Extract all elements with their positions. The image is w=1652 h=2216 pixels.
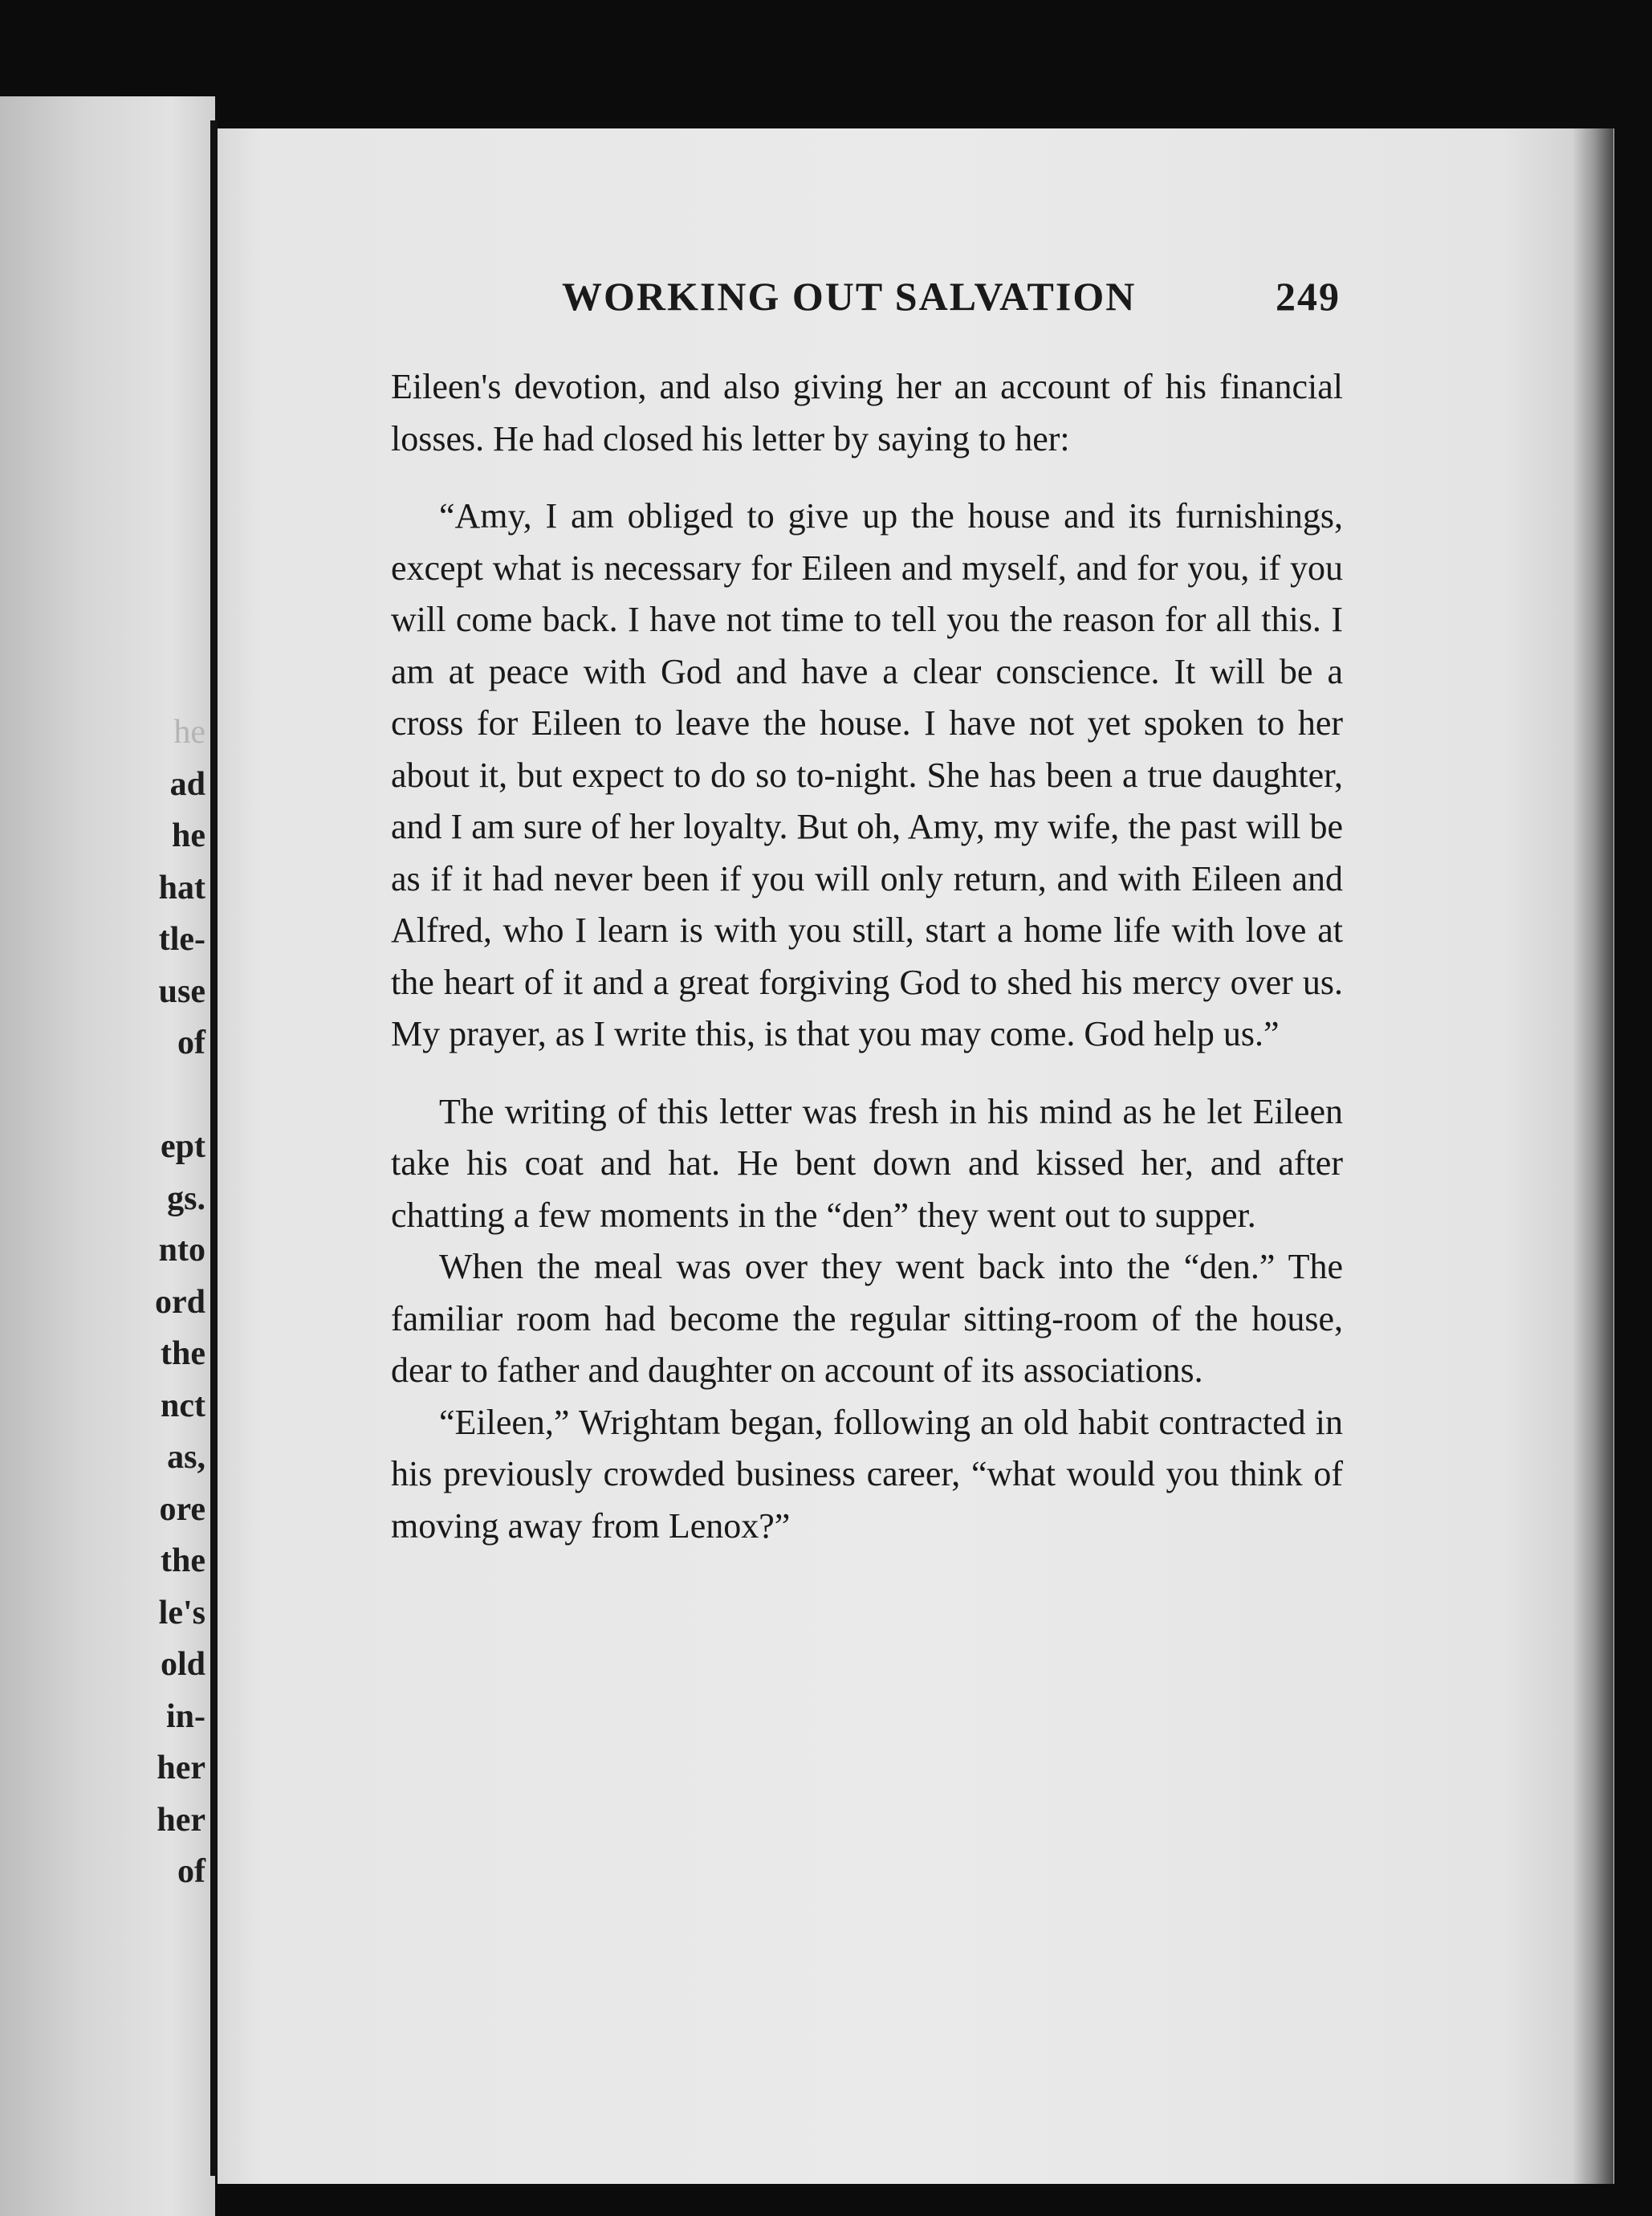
line-fragment: the [161,1542,205,1579]
paragraph: When the meal was over they went back into the “den.” The familiar room had become the regular sitting-room of the house, dear to father and daughter on account of its associations. [391,1247,1343,1390]
paragraph: Eileen's devotion, and also giving her an account of his financial losses. He had closed his letter by saying to her: [391,367,1343,458]
line-fragment: he [172,817,205,854]
running-head-title: WORKING OUT SALVATION [562,274,1137,319]
page-edge-shadow [1573,128,1613,2184]
line-fragment: ore [159,1490,205,1528]
letter-paragraph: “Amy, I am obliged to give up the house and its furnishings, except what is necessary for Eileen and myself, and for you, if you will come back. I have not time to tell you the reason for all this. I am at peace with God and have a clear conscience. It will be a cross for Eileen to leave the house. I have not yet spoken to her about it, but expect to do so to-night. She has been a true daughter, and I am sure of her loyalty. But oh, Amy, my wife, the past will be as if it had never been if you will only return, and with Eileen and Alfred, who I learn is with you still, start a home life with love at the heart of it and a great forgiving God to shed his mercy over us. My prayer, as I write this, is that you may come. God help us.” [391,496,1343,1053]
line-fragment: ept [161,1128,205,1165]
line-fragment: use [158,972,205,1010]
paragraph: The writing of this letter was fresh in his mind as he let Eileen take his coat and hat. He bent down and kissed her, and after chatting a few moments in the “den” they went out to supper. [391,1091,1343,1235]
paragraph: “Eileen,” Wrightam began, following an old habit contracted in his previously crowded business career, “what would you think of moving away from Lenox?” [391,1402,1343,1546]
line-fragment: in- [165,1697,205,1735]
running-head [562,273,1341,337]
facing-page-text [85,707,205,1898]
body-text [391,361,1343,1552]
line-fragment: of [177,1024,205,1061]
line-fragment: as, [167,1439,205,1476]
line-fragment: ord [155,1283,205,1321]
line-fragment: he [173,714,205,751]
facing-page [0,96,215,2216]
line-fragment [85,1069,205,1122]
line-fragment: tle- [158,921,205,958]
line-fragment: gs. [167,1179,205,1217]
line-fragment: old [160,1646,205,1683]
book-gutter [210,120,218,2176]
line-fragment: the [161,1335,205,1372]
line-fragment: hat [158,869,205,906]
line-fragment: her [157,1801,205,1839]
line-fragment: her [157,1750,205,1786]
line-fragment: of [177,1853,205,1890]
page-number: 249 [1276,274,1341,319]
line-fragment: ad [169,765,205,803]
line-fragment: nto [158,1232,205,1269]
line-fragment: nct [161,1387,205,1424]
line-fragment: le's [158,1594,205,1631]
